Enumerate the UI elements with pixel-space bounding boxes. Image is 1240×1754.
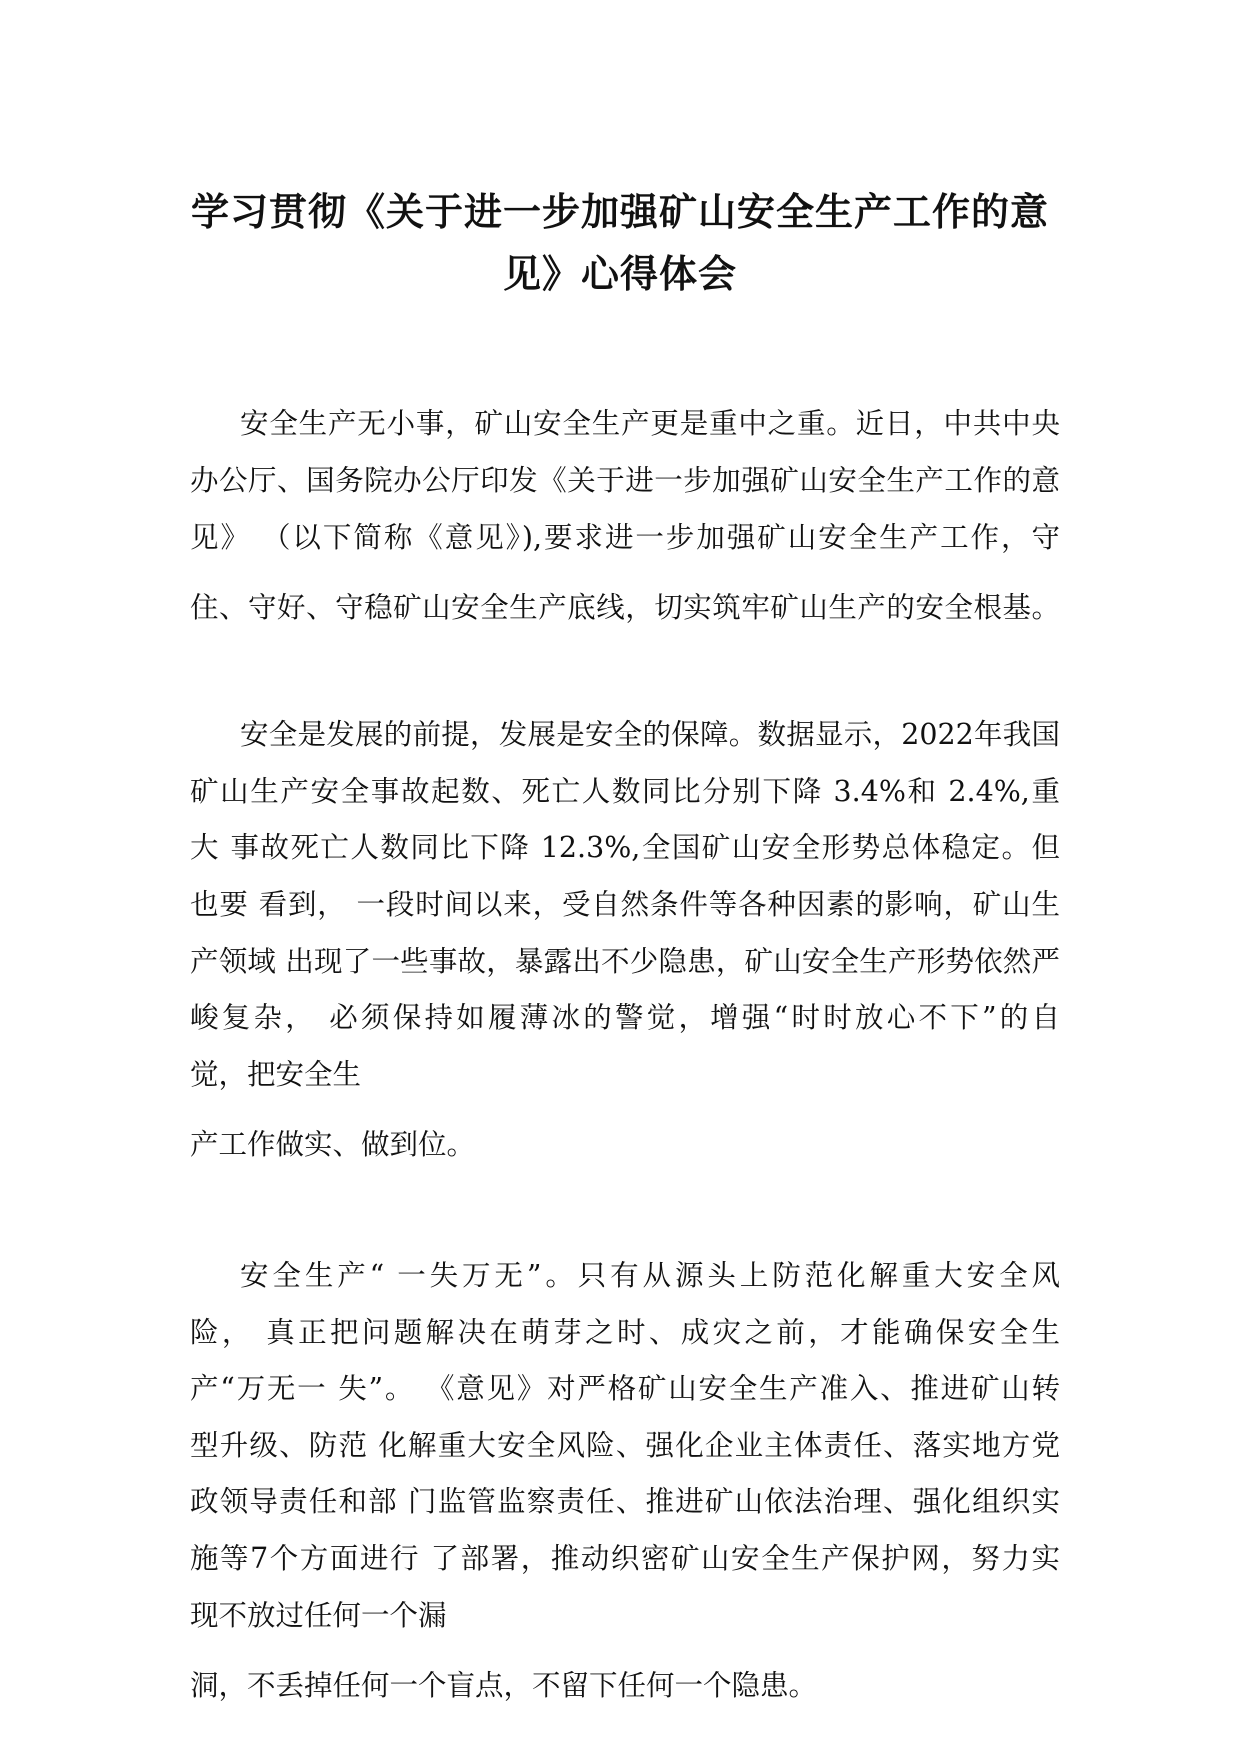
paragraph-2-line-5: 产领域 出现了一些事故，暴露出不少隐患，矿山安全生产形势依然严: [190, 945, 1060, 978]
paragraph-2-line-6: 峻复杂， 必须保持如履薄冰的警觉，增强“时时放心不下”的自: [190, 1001, 1060, 1034]
paragraph-3-line-5: 政领导责任和部 门监管监察责任、推进矿山依法治理、强化组织实: [190, 1485, 1060, 1518]
paragraph-3-line-8: 洞，不丢掉任何一个盲点，不留下任何一个隐患。: [190, 1669, 818, 1702]
document-title-line-1: 学习贯彻《关于进一步加强矿山安全生产工作的意: [190, 190, 1049, 234]
paragraph-2-line-1: 安全是发展的前提，发展是安全的保障。数据显示，2022年我国: [240, 718, 1060, 751]
paragraph-1-line-2: 办公厅、国务院办公厅印发《关于进一步加强矿山安全生产工作的意: [190, 464, 1060, 497]
paragraph-1-line-1: 安全生产无小事，矿山安全生产更是重中之重。近日，中共中央: [240, 407, 1060, 440]
paragraph-2-line-8: 产工作做实、做到位。: [190, 1128, 476, 1161]
paragraph-3-line-7: 现不放过任何一个漏: [190, 1599, 447, 1632]
paragraph-3-line-2: 险， 真正把问题解决在萌芽之时、成灾之前，才能确保安全生: [190, 1316, 1060, 1349]
paragraph-2-line-4: 也要 看到， 一段时间以来，受自然条件等各种因素的影响，矿山生: [190, 888, 1060, 921]
paragraph-1-line-4: 住、守好、守稳矿山安全生产底线，切实筑牢矿山生产的安全根基。: [190, 591, 1060, 624]
paragraph-2-line-2: 矿山生产安全事故起数、死亡人数同比分别下降 3.4%和 2.4%,重: [190, 775, 1060, 808]
paragraph-2-line-7: 觉，把安全生: [190, 1058, 362, 1091]
paragraph-2-line-3: 大 事故死亡人数同比下降 12.3%,全国矿山安全形势总体稳定。但: [190, 831, 1060, 864]
paragraph-3-line-4: 型升级、防范 化解重大安全风险、强化企业主体责任、落实地方党: [190, 1429, 1060, 1462]
paragraph-3-line-1: 安全生产“ 一失万无”。只有从源头上防范化解重大安全风: [240, 1259, 1060, 1292]
paragraph-3-line-3: 产“万无一 失”。 《意见》对严格矿山安全生产准入、推进矿山转: [190, 1372, 1060, 1405]
paragraph-1-line-3: 见》 （以下简称《意见》),要求进一步加强矿山安全生产工作，守: [190, 521, 1060, 554]
document-title-line-2: 见》心得体会: [502, 252, 737, 296]
paragraph-3-line-6: 施等7个方面进行 了部署，推动织密矿山安全生产保护网，努力实: [190, 1542, 1060, 1575]
